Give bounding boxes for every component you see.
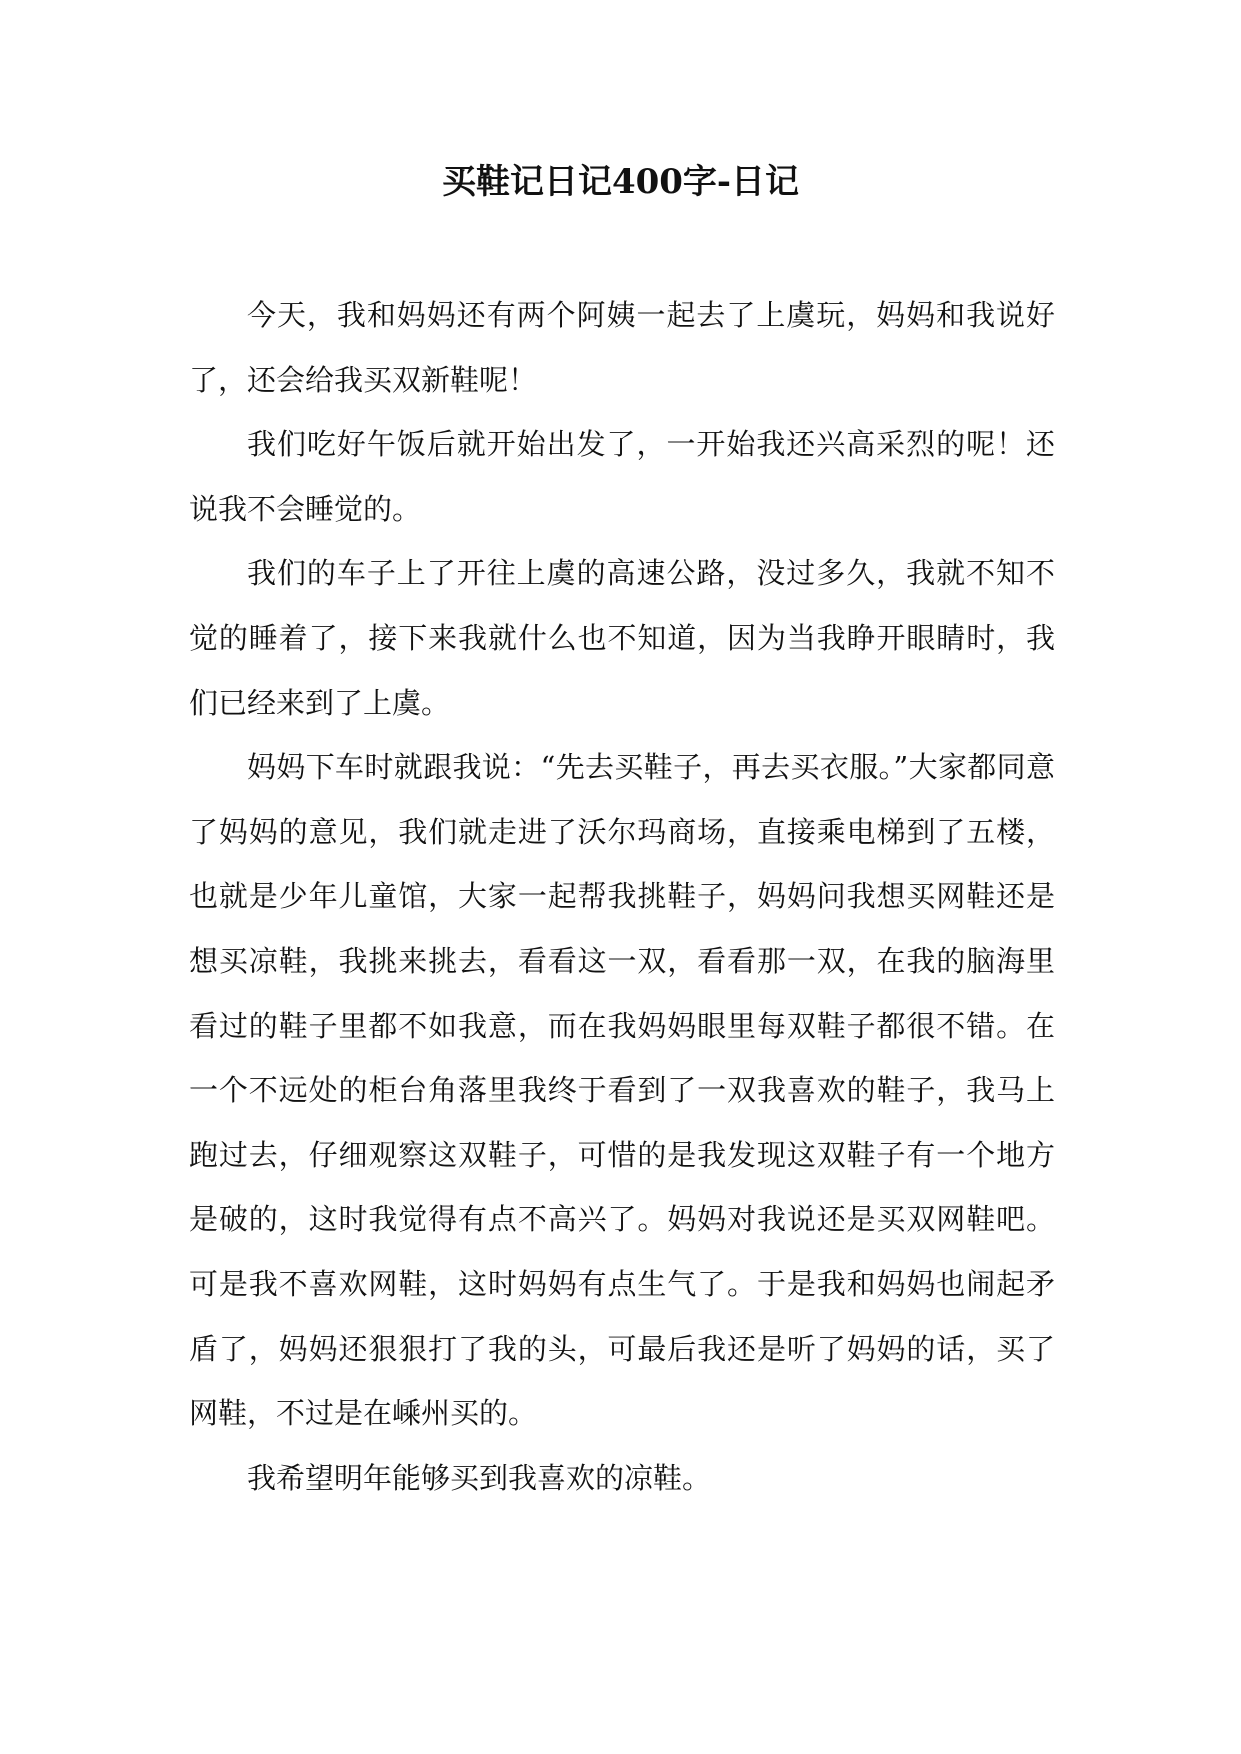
paragraph: 我希望明年能够买到我喜欢的凉鞋。 <box>247 1460 712 1495</box>
document-title: 买鞋记日记400字-日记 <box>441 162 800 202</box>
paragraph: 妈妈下车时就跟我说：“先去买鞋子，再去买衣服。”大家都同意了妈妈的意见，我们就走进了沃尔玛商场，直接乘电梯到了五楼，也就是少年儿童馆，大家一起帮我挑鞋子，妈妈问我想买网鞋还是想买凉鞋，我挑来挑去，看看这一双，看看那一双，在我的脑海里看过的鞋子里都不如我意，而在我妈妈眼里每双鞋子都很不错。在一个不远处的柜台角落里我终于看到了一双我喜欢的鞋子，我马上跑过去，仔细观察这双鞋子，可惜的是我发现这双鞋子有一个地方是破的，这时我觉得有点不高兴了。妈妈对我说还是买双网鞋吧。可是我不喜欢网鞋，这时妈妈有点生气了。于是我和妈妈也闹起矛盾了，妈妈还狠狠打了我的头，可最后我还是听了妈妈的话，买了网鞋，不过是在嵊州买的。 <box>189 750 1055 1431</box>
paragraph: 我们的车子上了开往上虞的高速公路，没过多久，我就不知不觉的睡着了，接下来我就什么也不知道，因为当我睁开眼睛时，我们已经来到了上虞。 <box>189 556 1055 720</box>
paragraph: 我们吃好午饭后就开始出发了，一开始我还兴高采烈的呢！还说我不会睡觉的。 <box>189 427 1055 526</box>
paragraph: 今天，我和妈妈还有两个阿姨一起去了上虞玩，妈妈和我说好了，还会给我买双新鞋呢！ <box>189 298 1055 397</box>
document-body <box>189 283 1055 1510</box>
